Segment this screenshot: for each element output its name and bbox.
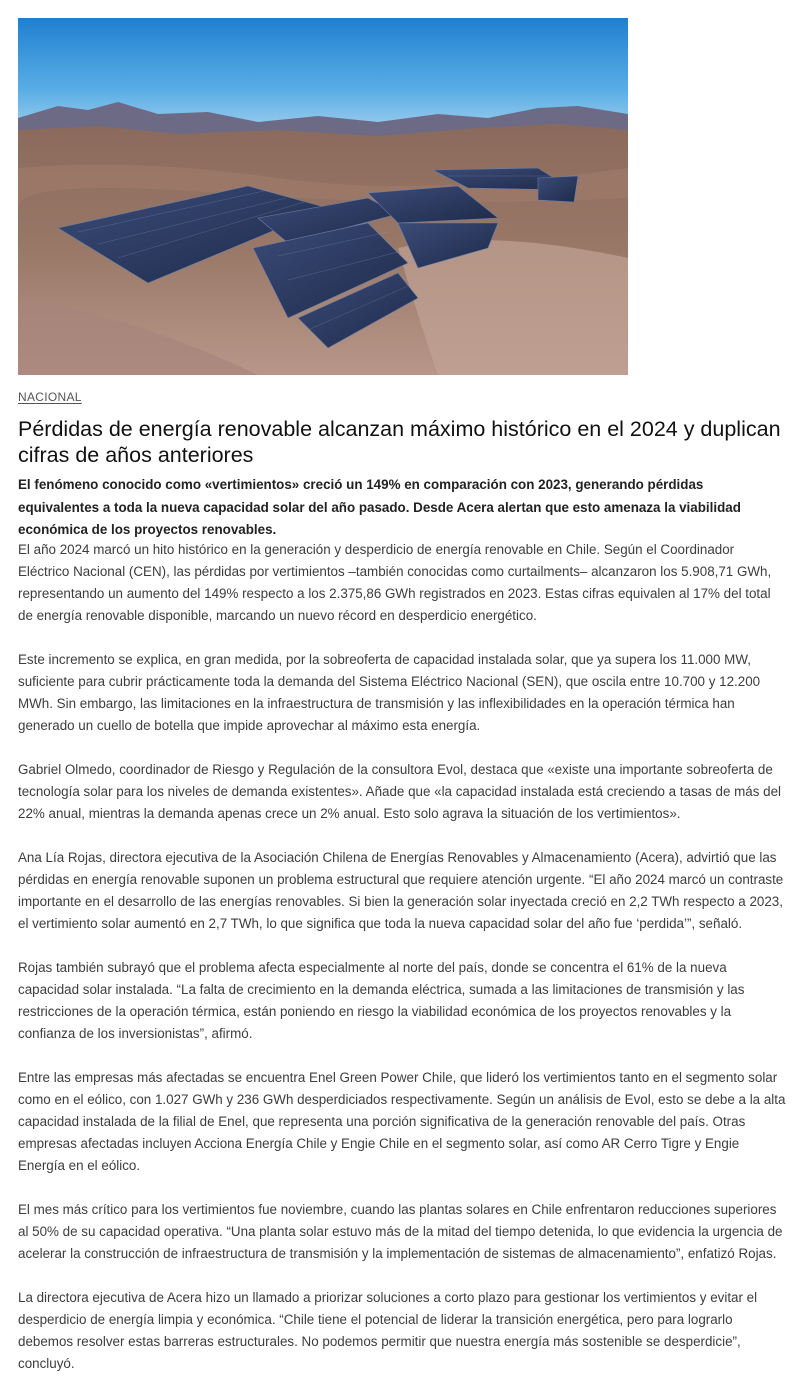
paragraph: El mes más crítico para los vertimientos fue noviembre, cuando las plantas solares en Chile enfrentaron reducciones superiores al 50% de su capacidad operativa. “Una planta solar estuvo más de la mitad del tiempo detenida, lo que evidencia la urgencia de acelerar la construcción de infraestructura de transmisión y la implementación de sistemas de almacenamiento”, enfatizó Rojas. [18,1202,783,1261]
article-body [18,539,788,1397]
category-link[interactable]: NACIONAL [18,390,82,404]
article-lead: El fenómeno conocido como «vertimientos» creció un 149% en comparación con 2023, generando pérdidas equivalentes a toda la nueva capacidad solar del año pasado. Desde Acera alertan que esto amenaza la viabilidad económica de los proyectos renovables. [18,477,741,537]
article-title: Pérdidas de energía renovable alcanzan máximo histórico en el 2024 y duplican cifras de años anteriores [18,417,781,467]
hero-image [18,18,628,375]
paragraph: Ana Lía Rojas, directora ejecutiva de la Asociación Chilena de Energías Renovables y Almacenamiento (Acera), advirtió que las pérdidas en energía renovable suponen un problema estructural que requiere atención urgente. “El año 2024 marcó un contraste importante en el desarrollo de las energías renovables. Si bien la generación solar inyectada creció en 2,2 TWh respecto a 2023, el vertimiento solar aumentó en 2,7 TWh, lo que significa que toda la nueva capacidad solar del año fue ‘perdida’”, señaló. [18,850,784,931]
paragraph: Gabriel Olmedo, coordinador de Riesgo y Regulación de la consultora Evol, destaca que «existe una importante sobreoferta de tecnología solar para los niveles de demanda existentes». Añade que «la capacidad instalada está creciendo a tasas de más del 22% anual, mientras la demanda apenas crece un 2% anual. Esto solo agrava la situación de los vertimientos». [18,762,782,821]
paragraph: Este incremento se explica, en gran medida, por la sobreoferta de capacidad instalada solar, que ya supera los 11.000 MW, suficiente para cubrir prácticamente toda la demanda del Sistema Eléctrico Nacional (SEN), que oscila entre 10.700 y 12.200 MWh. Sin embargo, las limitaciones en la infraestructura de transmisión y las inflexibilidades en la operación térmica han generado un cuello de botella que impide aprovechar al máximo esta energía. [18,652,761,733]
paragraph: El año 2024 marcó un hito histórico en la generación y desperdicio de energía renovable en Chile. Según el Coordinador Eléctrico Nacional (CEN), las pérdidas por vertimientos –también conocidas como curtailments– alcanzaron los 5.908,71 GWh, representando un aumento del 149% respecto a los 2.375,86 GWh registrados en 2023. Estas cifras equivalen al 17% del total de energía renovable disponible, marcando un nuevo récord en desperdicio energético. [18,542,772,623]
paragraph: Rojas también subrayó que el problema afecta especialmente al norte del país, donde se concentra el 61% de la nueva capacidad solar instalada. “La falta de crecimiento en la demanda eléctrica, sumada a las limitaciones de transmisión y las restricciones de la operación térmica, están poniendo en riesgo la viabilidad económica de los proyectos renovables y la confianza de los inversionistas”, afirmó. [18,960,745,1041]
paragraph: Entre las empresas más afectadas se encuentra Enel Green Power Chile, que lideró los vertimientos tanto en el segmento solar como en el eólico, con 1.027 GWh y 236 GWh desperdiciados respectivamente. Según un análisis de Evol, esto se debe a la alta capacidad instalada de la filial de Enel, que representa una porción significativa de la generación renovable del país. Otras empresas afectadas incluyen Acciona Energía Chile y Engie Chile en el segmento solar, así como AR Cerro Tigre y Engie Energía en el eólico. [18,1070,786,1173]
paragraph: La directora ejecutiva de Acera hizo un llamado a priorizar soluciones a corto plazo para gestionar los vertimientos y evitar el desperdicio de energía limpia y económica. “Chile tiene el potencial de liderar la transición energética, pero para lograrlo debemos resolver estas barreras estructurales. No podemos permitir que nuestra energía más sostenible se desperdicie”, concluyó. [18,1290,758,1371]
